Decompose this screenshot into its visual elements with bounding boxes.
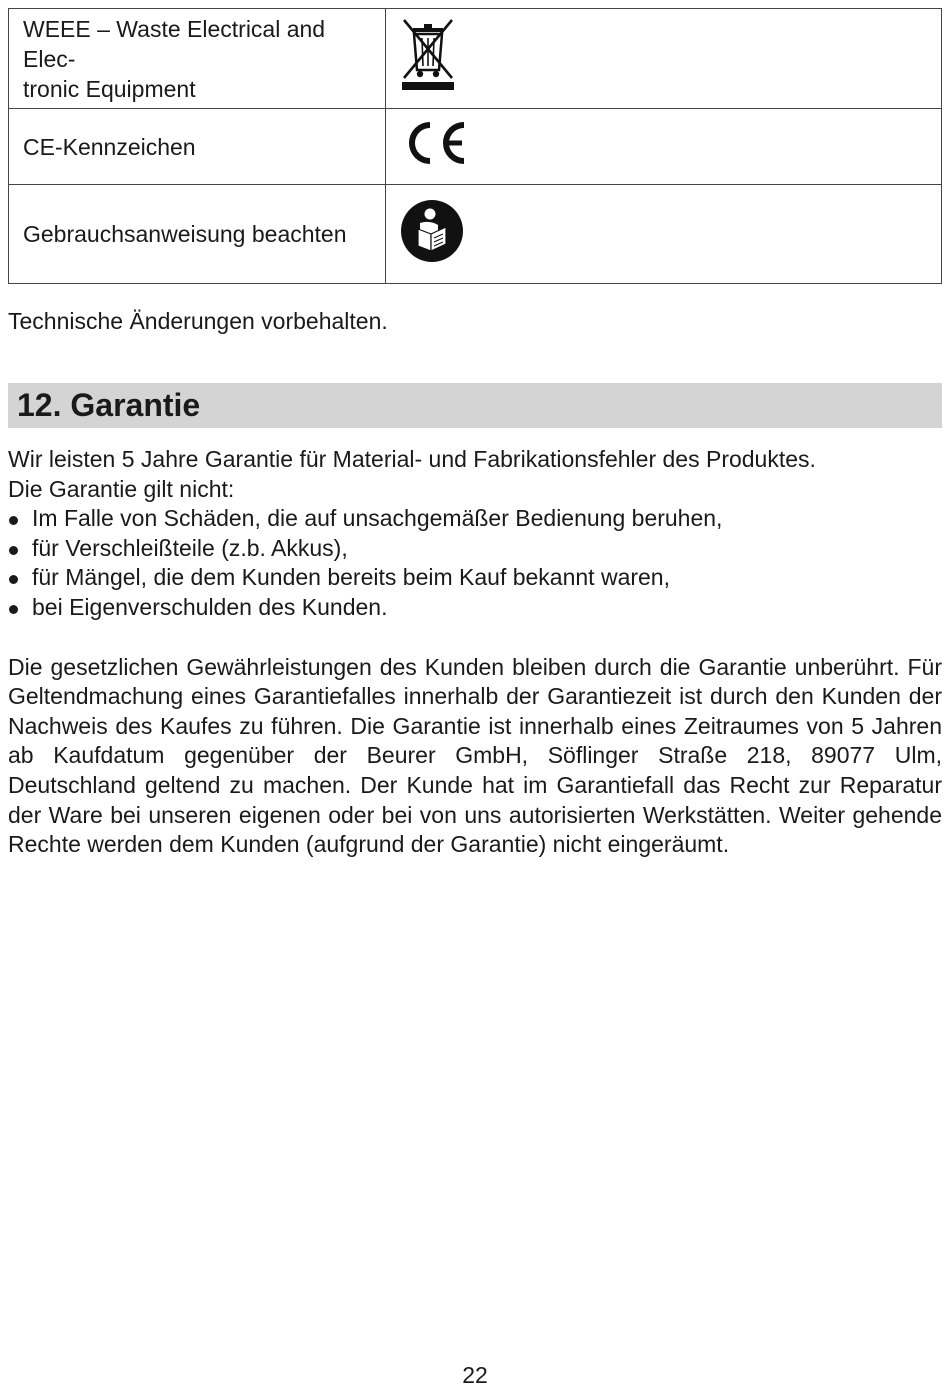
read-manual-icon bbox=[400, 199, 464, 270]
section-title: 12. Garantie bbox=[17, 387, 201, 423]
list-item: für Verschleißteile (z.b. Akkus), bbox=[8, 534, 942, 564]
symbol-table bbox=[8, 8, 942, 284]
ce-mark-icon bbox=[400, 119, 468, 174]
guarantee-body bbox=[8, 445, 942, 860]
weee-crossed-bin-icon bbox=[400, 18, 456, 99]
symbol-icon-cell-weee bbox=[386, 9, 942, 109]
exclusions-list bbox=[8, 504, 942, 622]
list-item: Im Falle von Schäden, die auf unsachgemäßer Bedienung beruhen, bbox=[8, 504, 942, 534]
guarantee-legal-paragraph: Die gesetzlichen Gewährleistungen des Kunden bleiben durch die Garantie unberührt. Für Geltendmachung eines Garantiefalles innerhalb der Garantiezeit ist durch den Kunden der Nachweis des Kaufes zu führen. Die Garantie ist innerhalb eines Zeitraumes von 5 Jahren ab Kaufdatum gegenüber der Beurer GmbH, Söflinger Straße 218, 89077 Ulm, Deutschland geltend zu machen. Der Kunde hat im Garantiefall das Recht zur Reparatur der Ware bei unseren eigenen oder bei von uns autorisierten Werkstätten. Weiter gehende Rechte werden dem Kunden (aufgrund der Garantie) nicht eingeräumt. bbox=[8, 653, 942, 858]
technical-changes-note: Technische Änderungen vorbehalten. bbox=[8, 308, 388, 334]
symbol-label-ce: CE-Kennzeichen bbox=[9, 109, 386, 185]
symbol-label-weee-text: WEEE – Waste Electrical and Elec- tronic Equipment bbox=[23, 15, 326, 102]
guarantee-intro-line1: Wir leisten 5 Jahre Garantie für Material- und Fabrikationsfehler des Produktes. bbox=[8, 446, 816, 472]
section-header bbox=[8, 383, 942, 428]
symbol-label-manual: Gebrauchsanweisung beachten bbox=[9, 185, 386, 284]
list-item: für Mängel, die dem Kunden bereits beim Kauf bekannt waren, bbox=[8, 563, 942, 593]
symbol-row-ce bbox=[9, 109, 942, 185]
symbol-label-weee bbox=[9, 9, 386, 109]
guarantee-intro-line2: Die Garantie gilt nicht: bbox=[8, 475, 235, 502]
symbol-row-manual bbox=[9, 185, 942, 284]
symbol-row-weee bbox=[9, 9, 942, 109]
symbol-icon-cell-manual bbox=[386, 185, 942, 284]
page-number: 22 bbox=[462, 1362, 488, 1388]
list-item: bei Eigenverschulden des Kunden. bbox=[8, 593, 942, 623]
symbol-icon-cell-ce bbox=[386, 109, 942, 185]
